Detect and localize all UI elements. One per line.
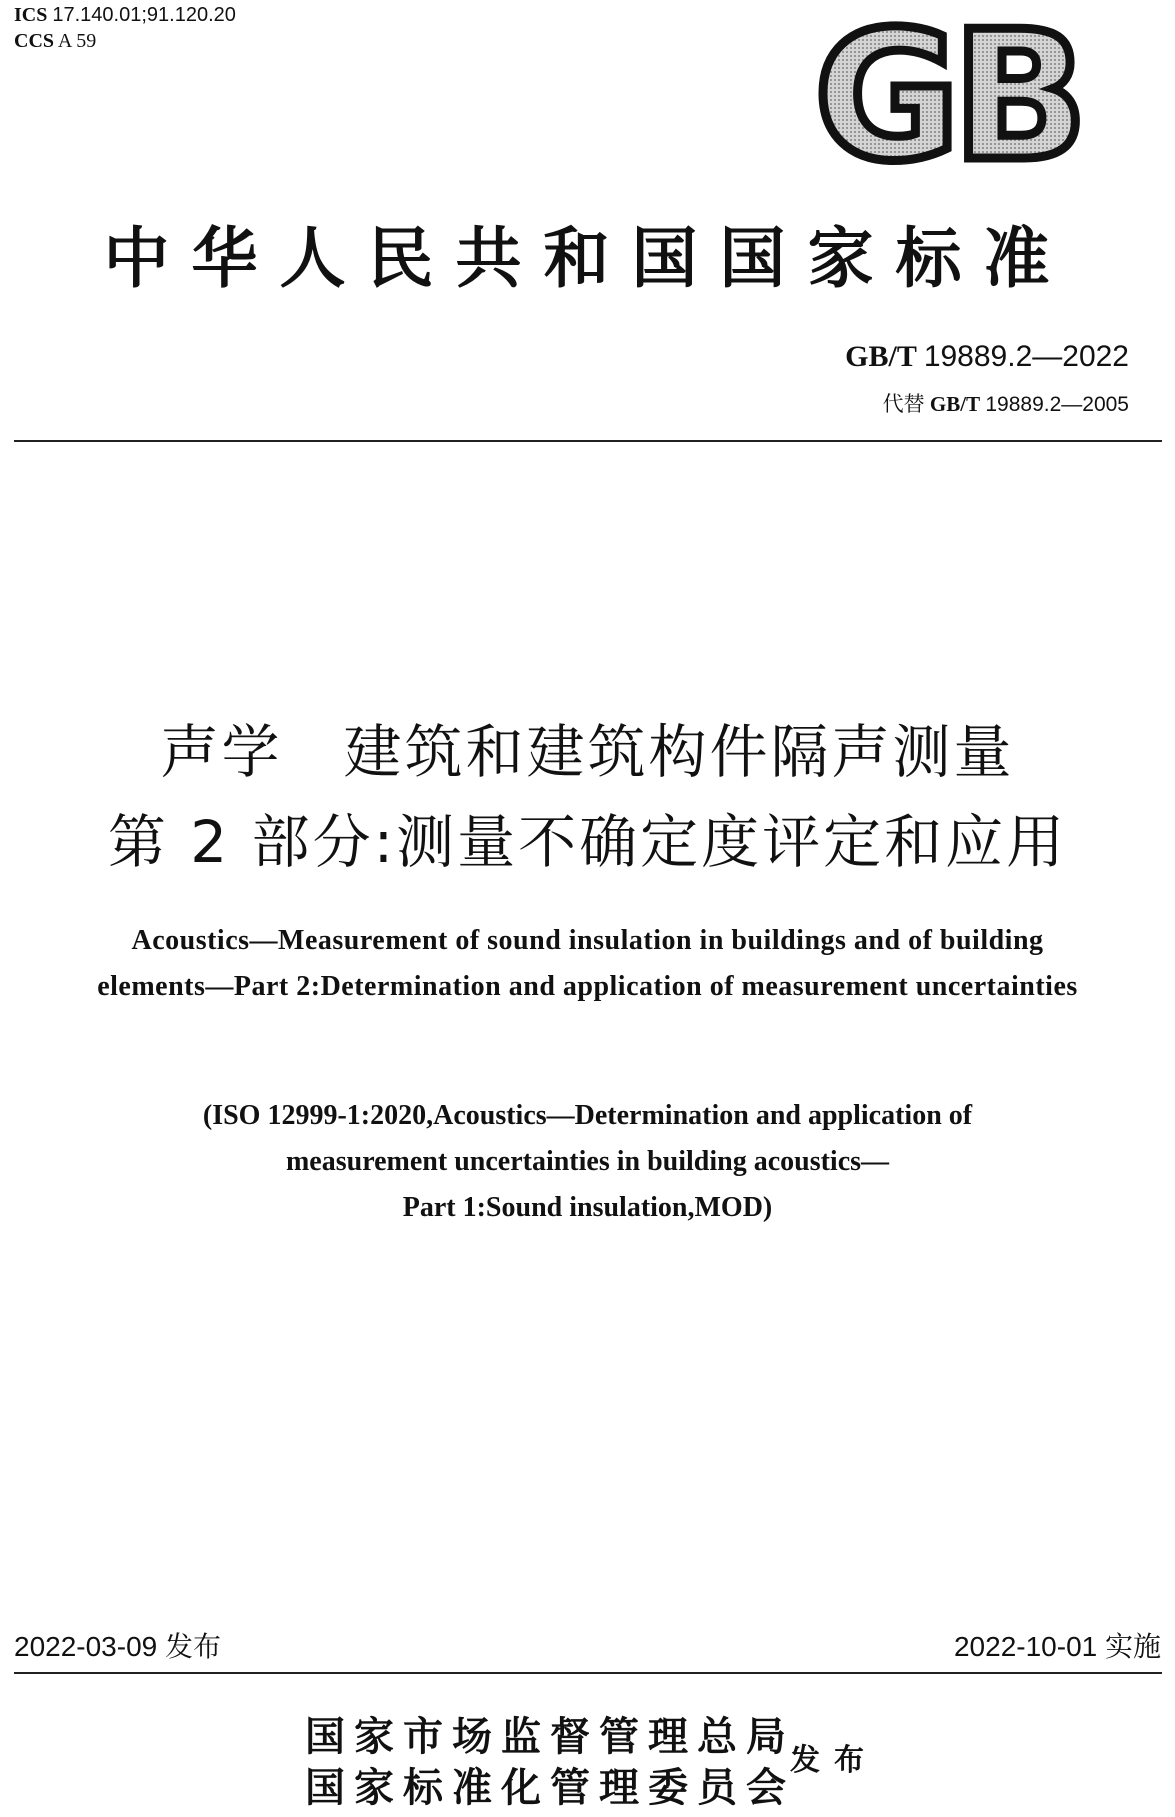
replaced-standard	[883, 388, 1129, 418]
issuer-line2: 国家标准化管理委员会	[305, 1764, 795, 1811]
title-cn-line1: 声学 建筑和建筑构件隔声测量	[160, 718, 1015, 786]
iso-line2: measurement uncertainties in building acoustics—	[285, 1146, 890, 1177]
iso-line1: (ISO 12999-1:2020,Acoustics—Determination and application of	[202, 1100, 973, 1131]
footer-divider	[14, 1672, 1162, 1674]
gb-logo	[805, 18, 1090, 166]
implementation-date: 2022-10-01 实施	[953, 1631, 1161, 1662]
replaces-label: 代替	[882, 392, 925, 416]
ccs-label: CCS	[14, 30, 55, 52]
ics-label: ICS	[14, 4, 48, 26]
ccs-value: A 59	[57, 30, 97, 52]
title-en-line1: Acoustics—Measurement of sound insulation in buildings and of building	[131, 925, 1044, 956]
standard-number	[845, 340, 1129, 374]
ccs-line	[14, 28, 236, 54]
title-en	[20, 918, 1155, 1010]
title-cn-line2: 第 2 部分:测量不确定度评定和应用	[107, 808, 1068, 876]
issuer-line1: 国家市场监督管理总局	[305, 1713, 795, 1760]
ics-line	[14, 2, 236, 28]
ics-value: 17.140.01;91.120.20	[52, 4, 236, 26]
header-divider	[14, 440, 1162, 442]
logo-letters: GB	[814, 18, 1080, 166]
title-en-line2: elements—Part 2:Determination and application of measurement uncertainties	[97, 971, 1078, 1002]
replaces-prefix: GB/T	[929, 392, 981, 416]
standard-prefix: GB/T	[845, 340, 917, 373]
iso-reference	[40, 1093, 1135, 1231]
publish-label: 发布	[790, 1743, 878, 1778]
national-standard-heading: 中华人民共和国国家标准	[103, 219, 1072, 297]
standard-code: 19889.2—2022	[923, 340, 1129, 373]
issue-date: 2022-03-09 发布	[14, 1631, 222, 1662]
classification-codes	[14, 2, 236, 54]
replaces-code: 19889.2—2005	[985, 393, 1129, 416]
iso-line3: Part 1:Sound insulation,MOD)	[402, 1192, 773, 1223]
